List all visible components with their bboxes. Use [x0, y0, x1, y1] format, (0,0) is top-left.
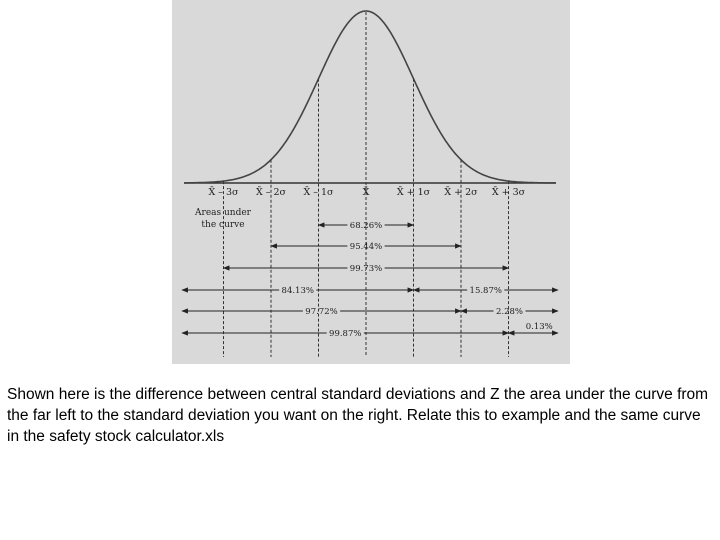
- caption-text: Shown here is the difference between central standard deviations and Z the area under the curve from the far left to the standard deviation you want on the right. Relate this to example and the same curve in the safety stock calculator.xls: [7, 386, 709, 445]
- tick-label: X̄ – 3σ: [208, 187, 239, 198]
- range-arrow: [271, 242, 461, 252]
- tick-label: X̄ + 1σ: [396, 187, 431, 198]
- tick-label: X̄ – 2σ: [255, 187, 287, 198]
- areas-label-line2: the curve: [201, 220, 245, 230]
- range-label: 97.72%: [305, 307, 338, 317]
- range-label: 68.26%: [349, 221, 383, 231]
- tick-label: X̄ + 3σ: [491, 187, 526, 198]
- range-label: 0.13%: [525, 322, 553, 332]
- range-label: 84.13%: [281, 286, 314, 296]
- tick-label: X̄: [362, 187, 370, 198]
- range-arrow: [224, 264, 509, 274]
- range-arrow: [461, 307, 558, 317]
- range-arrow: [509, 322, 559, 333]
- range-label: 15.87%: [469, 286, 502, 296]
- range-arrow: [414, 286, 559, 296]
- range-label: 2.28%: [495, 307, 524, 317]
- bell-curve: [184, 11, 556, 183]
- range-arrow: [182, 286, 414, 296]
- range-label: 99.87%: [329, 329, 362, 339]
- tick-label: X̄ + 2σ: [444, 187, 478, 198]
- tick-label: X̄ – 1σ: [303, 187, 334, 198]
- range-label: 95.44%: [349, 242, 383, 252]
- range-arrow: [319, 221, 414, 231]
- range-arrow: [182, 329, 509, 339]
- normal-curve-figure: [172, 0, 570, 364]
- areas-label-line1: Areas under: [195, 208, 251, 218]
- normal-curve-diagram: [172, 0, 570, 364]
- range-label: 99.73%: [349, 264, 383, 274]
